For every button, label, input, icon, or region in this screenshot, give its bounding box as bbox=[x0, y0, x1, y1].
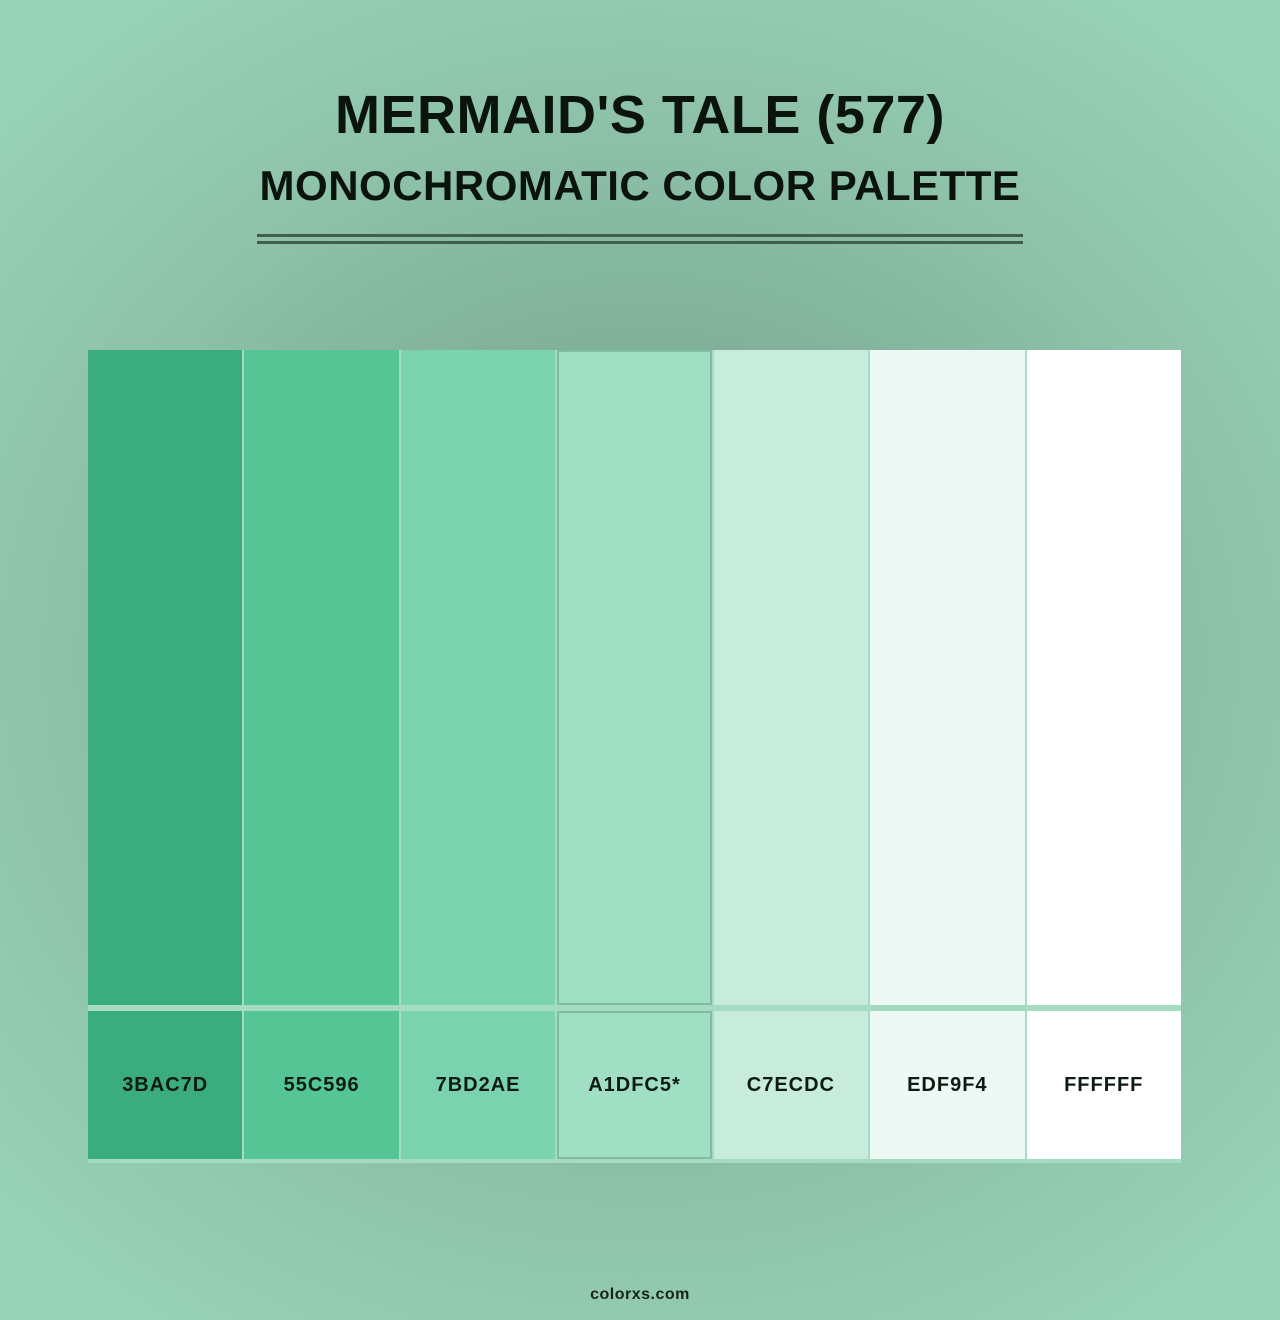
color-swatch[interactable] bbox=[714, 350, 868, 1005]
color-hex-label-cell[interactable] bbox=[401, 1011, 555, 1159]
color-swatch[interactable] bbox=[401, 350, 555, 1005]
header bbox=[0, 0, 1280, 244]
color-hex-label-cell[interactable] bbox=[244, 1011, 398, 1159]
color-palette bbox=[88, 350, 1181, 1163]
color-swatch[interactable] bbox=[88, 350, 242, 1005]
page-subtitle: MONOCHROMATIC COLOR PALETTE bbox=[259, 162, 1021, 210]
footer-site-label: colorxs.com bbox=[590, 1286, 690, 1303]
color-hex-label: 3BAC7D bbox=[122, 1073, 209, 1096]
color-hex-label-cell[interactable] bbox=[714, 1011, 868, 1159]
palette-column bbox=[714, 350, 868, 1159]
palette-column bbox=[557, 350, 711, 1159]
palette-column bbox=[870, 350, 1024, 1159]
color-hex-label-cell[interactable] bbox=[870, 1011, 1024, 1159]
color-swatch[interactable] bbox=[1027, 350, 1181, 1005]
color-swatch[interactable] bbox=[557, 350, 711, 1005]
color-hex-label: 55C596 bbox=[283, 1073, 360, 1096]
color-hex-label-cell[interactable] bbox=[557, 1011, 711, 1159]
color-hex-label: FFFFFF bbox=[1064, 1073, 1144, 1096]
palette-column bbox=[1027, 350, 1181, 1159]
color-swatch[interactable] bbox=[870, 350, 1024, 1005]
color-hex-label-cell[interactable] bbox=[88, 1011, 242, 1159]
palette-column bbox=[401, 350, 555, 1159]
footer bbox=[0, 1286, 1280, 1304]
color-hex-label: EDF9F4 bbox=[907, 1073, 988, 1096]
color-hex-label: A1DFC5* bbox=[588, 1073, 681, 1096]
color-hex-label-cell[interactable] bbox=[1027, 1011, 1181, 1159]
color-hex-label: 7BD2AE bbox=[435, 1073, 521, 1096]
title-divider bbox=[257, 234, 1023, 244]
color-swatch[interactable] bbox=[244, 350, 398, 1005]
color-hex-label: C7ECDC bbox=[746, 1073, 836, 1096]
palette-column bbox=[88, 350, 242, 1159]
page-title: MERMAID'S TALE (577) bbox=[335, 85, 945, 145]
palette-column bbox=[244, 350, 398, 1159]
